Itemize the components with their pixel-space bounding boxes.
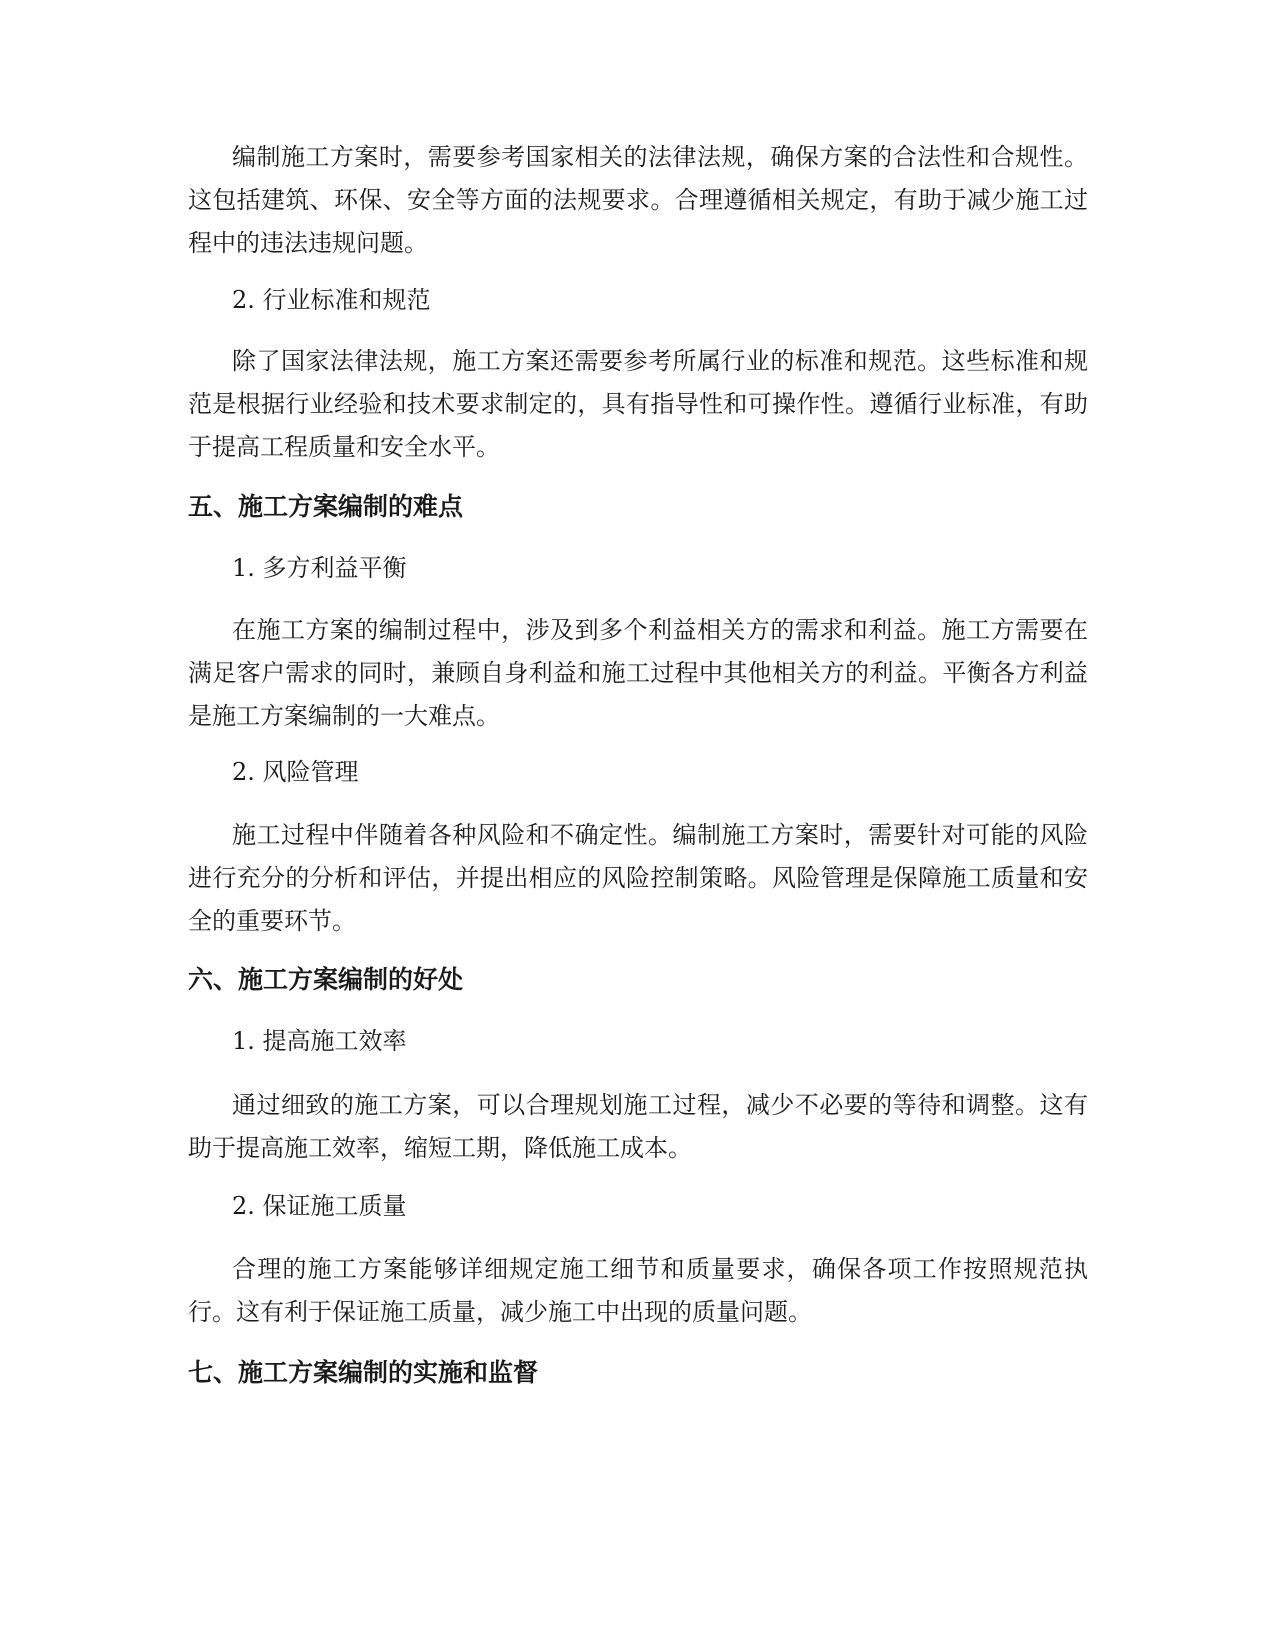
list-item-interest-balance bbox=[188, 547, 1088, 590]
paragraph-industry-standards bbox=[188, 340, 1088, 469]
list-item-text: 2. 保证施工质量 bbox=[232, 1192, 407, 1220]
paragraph-quality bbox=[188, 1248, 1088, 1334]
section-heading-text: 七、施工方案编制的实施和监督 bbox=[188, 1358, 539, 1387]
paragraph-text: 编制施工方案时，需要参考国家相关的法律法规，确保方案的合法性和合规性。这包括建筑、环保、安全等方面的法规要求。合理遵循相关规定，有助于减少施工过程中的违法违规问题。 bbox=[188, 143, 1088, 257]
section-heading-7 bbox=[188, 1351, 1088, 1394]
paragraph-text: 施工过程中伴随着各种风险和不确定性。编制施工方案时，需要针对可能的风险进行充分的分析和评估，并提出相应的风险控制策略。风险管理是保障施工质量和安全的重要环节。 bbox=[188, 821, 1088, 935]
list-item-industry-standards bbox=[188, 279, 1088, 322]
paragraph-text: 合理的施工方案能够详细规定施工细节和质量要求，确保各项工作按照规范执行。这有利于保证施工质量，减少施工中出现的质量问题。 bbox=[188, 1255, 1088, 1326]
section-heading-text: 六、施工方案编制的好处 bbox=[188, 965, 464, 994]
list-item-risk-management bbox=[188, 751, 1088, 794]
paragraph-interest-balance bbox=[188, 609, 1088, 738]
section-heading-5 bbox=[188, 485, 1088, 528]
list-item-efficiency bbox=[188, 1020, 1088, 1063]
section-heading-text: 五、施工方案编制的难点 bbox=[188, 492, 464, 521]
paragraph-text: 在施工方案的编制过程中，涉及到多个利益相关方的需求和利益。施工方需要在满足客户需求的同时，兼顾自身利益和施工过程中其他相关方的利益。平衡各方利益是施工方案编制的一大难点。 bbox=[188, 616, 1088, 730]
paragraph-efficiency bbox=[188, 1084, 1088, 1170]
list-item-quality bbox=[188, 1185, 1088, 1228]
list-item-text: 1. 多方利益平衡 bbox=[232, 554, 407, 582]
list-item-text: 2. 风险管理 bbox=[232, 758, 359, 786]
list-item-text: 1. 提高施工效率 bbox=[232, 1027, 407, 1055]
paragraph-text: 除了国家法律法规，施工方案还需要参考所属行业的标准和规范。这些标准和规范是根据行业经验和技术要求制定的，具有指导性和可操作性。遵循行业标准，有助于提高工程质量和安全水平。 bbox=[188, 347, 1088, 461]
paragraph-legal-compliance bbox=[188, 136, 1088, 265]
section-heading-6 bbox=[188, 958, 1088, 1001]
paragraph-risk-management bbox=[188, 814, 1088, 943]
list-item-text: 2. 行业标准和规范 bbox=[232, 286, 431, 314]
paragraph-text: 通过细致的施工方案，可以合理规划施工过程，减少不必要的等待和调整。这有助于提高施工效率，缩短工期，降低施工成本。 bbox=[188, 1091, 1088, 1162]
